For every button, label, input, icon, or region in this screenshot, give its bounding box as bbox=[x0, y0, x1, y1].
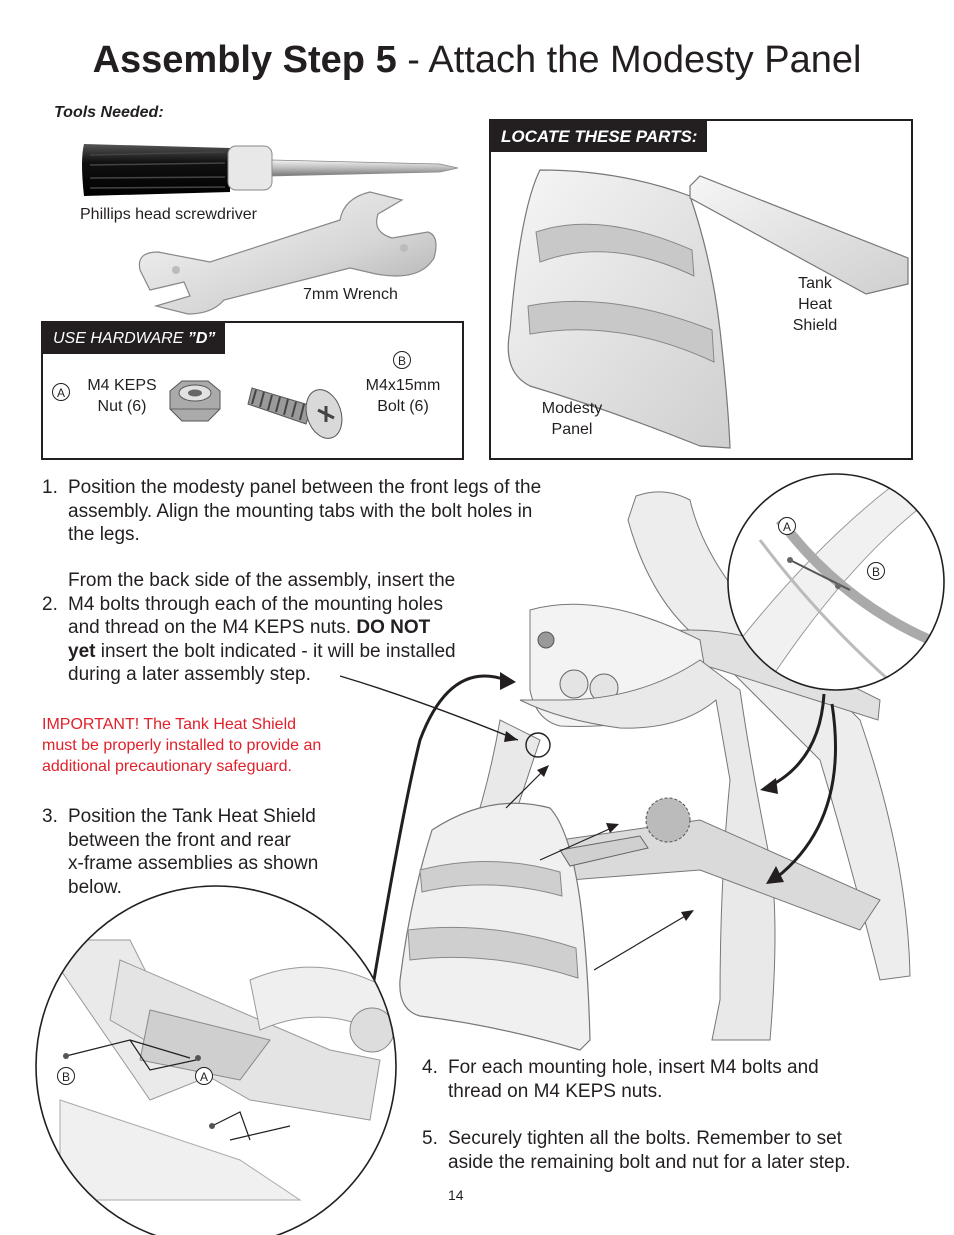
tank-heat-shield-line3: Shield bbox=[792, 317, 838, 334]
page-number: 14 bbox=[448, 1187, 464, 1203]
step-2-line2 bbox=[68, 616, 456, 640]
step-2-line4: during a later assembly step. bbox=[68, 664, 311, 685]
tank-heat-shield-line1: Tank bbox=[798, 275, 832, 292]
step-5-number: 5. bbox=[422, 1128, 438, 1149]
detail-bottom-b-marker: B bbox=[57, 1067, 75, 1085]
step-5-line1: Securely tighten all the bolts. Remember to set bbox=[448, 1128, 842, 1149]
step-2-line2-text: and thread on the M4 KEPS nuts. bbox=[68, 617, 357, 638]
step-2-line0: From the back side of the assembly, insert the bbox=[68, 570, 456, 591]
parts-header: LOCATE THESE PARTS: bbox=[491, 121, 707, 152]
step-3-line1: Position the Tank Heat Shield bbox=[68, 806, 316, 827]
modesty-panel-line2: Panel bbox=[551, 421, 593, 438]
step-1-number: 1. bbox=[42, 477, 58, 498]
step-3-text bbox=[68, 805, 318, 899]
tools-needed-label: Tools Needed: bbox=[54, 104, 164, 121]
step-1-line1: Position the modesty panel between the front legs of the bbox=[68, 477, 542, 498]
step-5-text bbox=[448, 1127, 850, 1174]
step-1-text bbox=[68, 476, 541, 547]
step-2-yet: yet bbox=[68, 640, 96, 662]
step-4-line2: thread on M4 KEPS nuts. bbox=[448, 1080, 663, 1102]
hardware-b-line2: Bolt (6) bbox=[377, 398, 429, 415]
important-note bbox=[42, 714, 321, 777]
important-line1: IMPORTANT! The Tank Heat Shield bbox=[42, 716, 297, 733]
step-3-line2: between the front and rear bbox=[68, 829, 291, 851]
detail-top-a-marker: A bbox=[778, 517, 796, 535]
hardware-letter: ”D” bbox=[187, 330, 216, 347]
hardware-b-line1: M4x15mm bbox=[365, 377, 441, 394]
step-3-number: 3. bbox=[42, 806, 58, 827]
step-4-line1: For each mounting hole, insert M4 bolts and bbox=[448, 1057, 819, 1078]
important-line3: additional precautionary safeguard. bbox=[42, 758, 292, 775]
title-bold: Assembly Step 5 bbox=[92, 39, 397, 81]
hardware-header-text: USE HARDWARE bbox=[53, 330, 188, 347]
tank-heat-shield-line2: Heat bbox=[798, 296, 832, 313]
step-2 bbox=[42, 569, 512, 689]
step-2-text bbox=[68, 569, 456, 687]
hardware-a-marker: A bbox=[52, 383, 70, 401]
step-2-line3 bbox=[68, 640, 456, 664]
step-3-line3: x-frame assemblies as shown bbox=[68, 853, 319, 874]
hardware-a-line2: Nut (6) bbox=[97, 398, 147, 415]
step-2-number: 2. bbox=[42, 593, 58, 615]
wrench-caption: 7mm Wrench bbox=[303, 286, 398, 303]
step-4-text bbox=[448, 1056, 819, 1103]
detail-bottom-a-marker: A bbox=[195, 1067, 213, 1085]
step-2-line1: M4 bolts through each of the mounting holes bbox=[68, 593, 443, 615]
step-2-do-not: DO NOT bbox=[356, 617, 431, 638]
screwdriver-caption: Phillips head screwdriver bbox=[80, 206, 257, 223]
hardware-b-marker: B bbox=[393, 351, 411, 369]
step-4 bbox=[422, 1056, 922, 1104]
step-3 bbox=[42, 805, 382, 901]
step-1-line3: the legs. bbox=[68, 524, 140, 545]
detail-top-b-marker: B bbox=[867, 562, 885, 580]
step-3-line4: below. bbox=[68, 876, 122, 898]
step-5-line2: aside the remaining bolt and nut for a later step. bbox=[448, 1151, 851, 1173]
step-1 bbox=[42, 476, 602, 548]
step-2-line3-text: insert the bolt indicated - it will be installed bbox=[95, 640, 456, 662]
step-1-line2: assembly. Align the mounting tabs with the bolt holes in bbox=[68, 500, 533, 522]
modesty-panel-line1: Modesty bbox=[541, 400, 603, 417]
title-rest: - Attach the Modesty Panel bbox=[396, 39, 862, 81]
step-5 bbox=[422, 1127, 922, 1175]
hardware-a-line1: M4 KEPS bbox=[87, 377, 157, 394]
step-4-number: 4. bbox=[422, 1057, 438, 1078]
important-line2: must be properly installed to provide an bbox=[42, 737, 322, 754]
